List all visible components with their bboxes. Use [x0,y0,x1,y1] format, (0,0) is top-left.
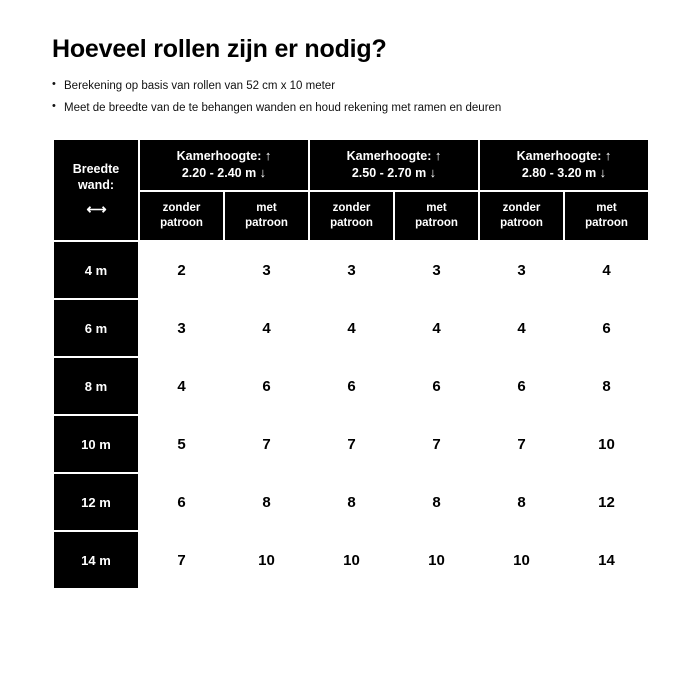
subheader-4-line2: patroon [415,217,458,230]
data-cell: 3 [394,241,479,299]
subheader-4-line1: met [426,202,447,215]
subheader-2-line1: met [256,202,277,215]
list-item: • Meet de breedte van de te behangen wanden en houd rekening met ramen en deuren [52,100,656,117]
row-label: 4 m [53,241,139,299]
data-cell: 7 [139,531,224,589]
data-cell: 6 [309,357,394,415]
data-cell: 4 [139,357,224,415]
subheader-1 [139,191,224,241]
height-arrow-down-icon: ↓ [259,165,267,181]
data-cell: 14 [564,531,649,589]
height-arrow-up-icon: ↑ [604,148,612,164]
height-arrow-up-icon: ↑ [264,148,272,164]
group-header-2 [309,139,479,191]
subheader-5 [479,191,564,241]
group-header-1 [139,139,309,191]
data-cell: 10 [309,531,394,589]
table-body [53,241,649,589]
subheader-6-line2: patroon [585,217,628,230]
data-cell: 6 [564,299,649,357]
height-arrow-down-icon: ↓ [599,165,607,181]
row-label: 6 m [53,299,139,357]
data-cell: 8 [479,473,564,531]
data-cell: 4 [309,299,394,357]
table-row [53,241,649,299]
data-cell: 10 [394,531,479,589]
subheader-5-line1: zonder [502,202,541,215]
data-cell: 3 [224,241,309,299]
data-cell: 6 [394,357,479,415]
intro-bullet-list [52,78,656,116]
row-label: 12 m [53,473,139,531]
data-cell: 4 [224,299,309,357]
subheader-4 [394,191,479,241]
subheader-3-line1: zonder [332,202,371,215]
data-cell: 3 [309,241,394,299]
data-cell: 7 [394,415,479,473]
page-title: Hoeveel rollen zijn er nodig? [52,35,387,63]
list-item: • Berekening op basis van rollen van 52 cm x 10 meter [52,78,656,95]
data-cell: 4 [394,299,479,357]
data-cell: 6 [139,473,224,531]
subheader-6 [564,191,649,241]
subheader-1-line1: zonder [162,202,201,215]
width-arrow-icon: ⟷ [86,200,106,217]
corner-label-line2: wand: [77,178,115,193]
group-header-3 [479,139,649,191]
table-row [53,415,649,473]
rolls-table [52,138,650,590]
data-cell: 4 [479,299,564,357]
group-3-label: Kamerhoogte: [516,149,602,164]
data-cell: 10 [224,531,309,589]
data-cell: 7 [309,415,394,473]
corner-label-line1: Breedte [72,162,120,177]
subheader-5-line2: patroon [500,217,543,230]
group-2-range: 2.50 - 2.70 m [351,166,427,181]
data-cell: 5 [139,415,224,473]
data-cell: 7 [479,415,564,473]
subheader-6-line1: met [596,202,617,215]
table-row [53,357,649,415]
data-cell: 10 [564,415,649,473]
table-group-header-row [53,139,649,191]
data-cell: 8 [394,473,479,531]
data-cell: 10 [479,531,564,589]
data-cell: 3 [139,299,224,357]
table-row [53,299,649,357]
table-row [53,531,649,589]
data-cell: 2 [139,241,224,299]
table-row [53,473,649,531]
data-cell: 8 [224,473,309,531]
row-label: 10 m [53,415,139,473]
subheader-1-line2: patroon [160,217,203,230]
height-arrow-up-icon: ↑ [434,148,442,164]
group-3-range: 2.80 - 3.20 m [521,166,597,181]
data-cell: 8 [309,473,394,531]
subheader-2-line2: patroon [245,217,288,230]
subheader-2 [224,191,309,241]
subheader-3-line2: patroon [330,217,373,230]
group-2-label: Kamerhoogte: [346,149,432,164]
group-1-range: 2.20 - 2.40 m [181,166,257,181]
table-subheader-row [53,191,649,241]
data-cell: 12 [564,473,649,531]
table-head [53,139,649,241]
data-cell: 6 [479,357,564,415]
data-cell: 7 [224,415,309,473]
data-cell: 4 [564,241,649,299]
data-cell: 6 [224,357,309,415]
row-label: 8 m [53,357,139,415]
group-1-label: Kamerhoogte: [176,149,262,164]
row-label: 14 m [53,531,139,589]
data-cell: 3 [479,241,564,299]
subheader-3 [309,191,394,241]
data-cell: 8 [564,357,649,415]
height-arrow-down-icon: ↓ [429,165,437,181]
corner-header [53,139,139,241]
